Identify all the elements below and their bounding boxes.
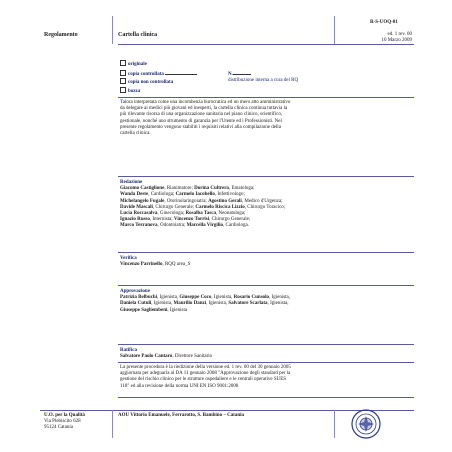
role-text: , Igienista, [269,295,291,301]
person-name: Giuseppe Sagliembeni [120,307,168,313]
person-name: Giacomo Castiglione [120,186,165,192]
role-text: , Igienista, [267,301,289,307]
person-name: Rosario Cunsolo [233,295,270,301]
number-label: N. [228,72,233,77]
redazione-heading: Redazione [120,180,143,185]
copy-number-blank[interactable] [233,69,251,75]
checkbox-label: copia non controllata [128,80,174,85]
role-text: , Igienista, [206,301,229,307]
header-divider [112,16,113,44]
person-name: Vincenzo Torrisi [173,217,210,223]
footer-hospital-name: AOU Vittorio Emanuele, Ferrarotto, S. Bambino – Catania [118,413,245,418]
document-title: Cartella clinica [118,32,158,38]
role-text: , Rianimatore; [164,186,195,192]
footer-divider-right [334,410,335,438]
intro-line: più rilevante risorsa di una organizzazione sanitaria nel piano clinico, scientifico, [120,112,283,118]
redazione-lines [120,186,416,229]
copy-holder-blank[interactable] [165,69,197,75]
intro-line: Talora interpretata come una incombenza burocratica ed un mero atto amministrativo [120,100,291,105]
copy-number-field[interactable] [228,69,251,78]
revision-line: aggiornata per adeguarla al DA 11 gennaio 2008 "Approvazione degli standard per la [120,371,291,377]
ratifica-heading: Ratifica [120,348,137,353]
intro-line: da delegare ai medici più giovani ed inesperti, la cartella clinica continua tuttavia la [120,106,288,112]
person-name: Dorina Cultrera [194,186,229,192]
person-name: Carmelo Riscica Lizzio [195,204,245,210]
checkbox-copia-non-controllata[interactable] [120,78,173,86]
document-code: R-S-UOQ-01 [370,20,398,25]
person-name: Davide Mascali [120,204,153,210]
person-name: Ignazio Russo [120,217,150,223]
role-text: , Neonatologa; [215,211,246,217]
person-name: Michelangelo Fugale [120,198,165,204]
person-name: Marcella Virgilio [186,223,224,229]
section-rule [118,344,414,345]
footer-address [44,413,85,432]
footer-city: 95124 Catania [44,425,74,431]
ratifica-block [120,348,416,360]
approvazione-line [120,308,416,314]
person-name: Rosalba Tasca [185,211,216,217]
role-text: , Ginecologa; [157,211,186,217]
role-text: , Igienista, [211,295,234,301]
checkbox-icon [120,70,126,76]
role-text: , RQQ area_S [162,262,191,268]
person-name: Patrizia Belbuchi [120,295,158,301]
footer-org-name: U.O. per la Qualità [44,413,85,418]
section-rule [118,97,414,98]
checkbox-originale[interactable] [120,60,147,68]
role-text: , Internista; [149,217,174,223]
revision-line: La presente procedura è la riedizione della versione ed. 1 rev. 00 del 30 gennaio 2005 [120,365,291,370]
person-name: Salvatore Scarlata [228,301,268,307]
person-name: Daniela Cutuli [120,301,152,307]
role-text: , Ematologa; [228,186,255,192]
section-rule [118,285,414,286]
checkbox-label: bozza [128,89,141,94]
person-name: Lucia Roccasalva [120,211,158,217]
verifica-lines [120,262,416,268]
checkbox-icon [120,60,126,66]
role-text: , Infettivologo; [214,192,245,198]
person-name: Marco Terranova [120,223,158,229]
role-text: , Chirurgo Generale; [209,217,251,223]
redazione-line [120,223,416,229]
person-name: Vincenzo Parrinello [120,262,163,268]
edition-label: ed. 1 rev. 00 [387,32,412,37]
role-text: , Otorinolaringoiatra; [164,198,209,204]
section-rule [118,252,414,253]
section-label: Regolamento [44,32,78,38]
checkbox-bozza[interactable] [120,87,140,95]
checkbox-copia-controllata[interactable] [120,69,197,78]
checkbox-label: originale [128,62,147,67]
checkbox-icon [120,78,126,84]
edition-date: 10 Marzo 2009 [381,38,412,43]
hospital-seal-logo [350,408,382,440]
person-name: Wanda Deste [120,192,149,198]
section-rule [118,176,414,177]
role-text: , Igienista, [151,301,174,307]
role-text: , Chirurgo Generale; [152,204,196,210]
approvazione-heading: Approvazione [120,289,150,294]
person-name: Carmelo Iacobello [175,192,215,198]
revision-line: 118" ed alla revisione della norma UNI EN ISO 9001:2008 [120,383,239,389]
approvazione-lines [120,295,416,314]
revision-note [120,365,416,390]
intro-line: gestionale, nonché uno strumento di garanzia per l'Utente ed i Professionisti. Nel [120,118,282,124]
role-text: , Cardiologa. [223,223,249,229]
person-name: Giuseppe Coco [179,295,212,301]
section-rule [118,362,414,363]
intro-line: cartella clinica. [120,131,151,137]
revision-line: gestione del rischio clinico per le strutture ospedaliere e le centrali operative SUES [120,377,287,383]
role-text: , Igienista, [157,295,180,301]
verifica-line [120,262,416,268]
approvazione-block [120,289,416,314]
verifica-block [120,256,416,268]
intro-line: presente regolamento vengono stabiliti i requisiti relativi alla compilazione della [120,124,281,130]
redazione-block [120,180,416,230]
person-name: Agostino Gerali [208,198,242,204]
footer-street: Via Plebiscito 628 [44,419,81,425]
checkbox-label: copia controllata [128,72,164,77]
ratifica-lines [120,354,416,360]
internal-distribution-note: distribuzione interna a cura del RQ [228,78,299,83]
header-divider-right [334,16,335,44]
ratifica-line [120,354,416,360]
role-text: , Cardiologa; [148,192,176,198]
person-name: Salvatore Paolo Cantaro [120,354,173,360]
role-text: , Chirurgo Toracico; [244,204,286,210]
role-text: , Direttore Sanitario [172,354,213,360]
role-text: , Medico d'Urgenza; [241,198,283,204]
header-rule [118,44,414,45]
verifica-heading: Verifica [120,256,137,261]
checkbox-icon [120,87,126,93]
role-text: , Igienista [167,307,188,313]
role-text: , Odontoiatra; [157,223,187,229]
person-name: Maurilio Danzi [173,301,207,307]
intro-paragraph [120,100,416,137]
footer-divider [112,410,113,438]
section-rule [118,397,414,398]
